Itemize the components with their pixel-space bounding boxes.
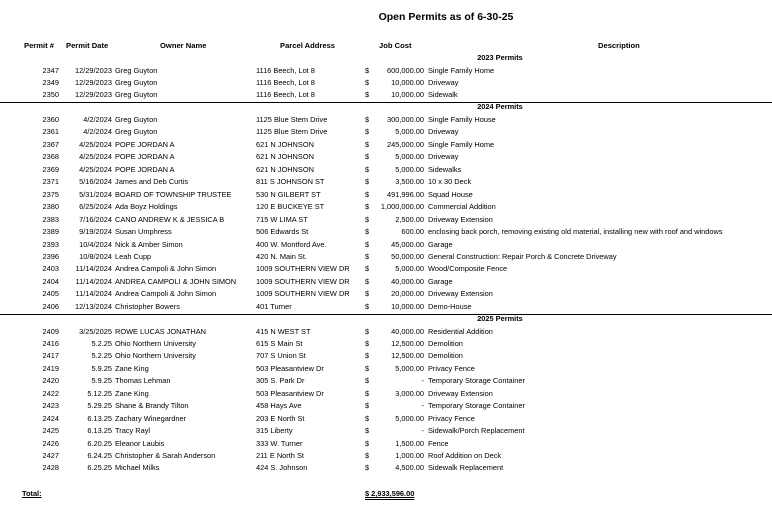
table-row	[0, 214, 772, 226]
owner-name: Greg Guyton	[115, 90, 158, 100]
header-owner: Owner Name	[160, 41, 207, 50]
description: Roof Addition on Deck	[428, 451, 502, 460]
table-row	[0, 375, 772, 387]
job-cost: 40,000.00	[391, 276, 424, 286]
job-cost: 491,996.00	[387, 189, 424, 199]
owner-name: Tracy Rayl	[115, 426, 151, 436]
table-row	[0, 114, 772, 126]
parcel-address: 503 Pleasantview Dr	[256, 388, 324, 398]
table-row	[0, 164, 772, 176]
job-cost: -	[421, 401, 424, 411]
parcel-address: 211 E North St	[256, 451, 304, 460]
job-cost: 245,000.00	[387, 139, 424, 149]
job-cost: 20,000.00	[391, 289, 424, 299]
job-cost: 40,000.00	[391, 326, 424, 336]
parcel-address: 458 Hays Ave	[256, 401, 302, 411]
header-parcel: Parcel Address	[280, 41, 336, 50]
description: Residential Addition	[428, 326, 493, 336]
job-cost: 600.00	[401, 227, 424, 237]
permit-number: 2403	[42, 264, 59, 274]
owner-name: Greg Guyton	[115, 77, 158, 87]
parcel-address: 424 S. Johnson	[256, 463, 308, 473]
currency-sign: $	[365, 202, 370, 212]
header-date: Permit Date	[66, 41, 109, 50]
parcel-address: 503 Pleasantview Dr	[256, 363, 324, 373]
table-row	[0, 438, 772, 450]
parcel-address: 333 W. Turner	[256, 438, 303, 448]
job-cost: 4,500.00	[395, 463, 424, 473]
description: Temporary Storage Container	[428, 401, 525, 411]
table-row	[0, 263, 772, 275]
permit-number: 2419	[42, 363, 59, 373]
owner-name: CANO ANDREW K & JESSICA B	[115, 214, 225, 224]
permit-date: 10/8/2024	[79, 251, 112, 261]
parcel-address: 1009 SOUTHERN VIEW DR	[256, 289, 350, 299]
permit-number: 2406	[42, 301, 59, 311]
permit-number: 2423	[42, 401, 59, 411]
currency-sign: $	[365, 264, 370, 274]
job-cost: 5,000.00	[395, 413, 424, 423]
owner-name: Ada Boyz Holdings	[115, 202, 178, 212]
permit-date: 11/14/2024	[75, 289, 112, 299]
job-cost: 3,500.00	[395, 177, 424, 187]
description: Single Family House	[428, 115, 496, 124]
currency-sign: $	[365, 177, 370, 187]
header-description: Description	[598, 41, 640, 50]
owner-name: POPE JORDAN A	[115, 164, 175, 174]
owner-name: Leah Cupp	[115, 251, 152, 261]
owner-name: Ohio Northern University	[115, 338, 196, 348]
job-cost: -	[421, 376, 424, 386]
description: Garage	[428, 239, 453, 249]
description: Sidewalk	[428, 90, 458, 100]
table-row	[0, 400, 772, 412]
table-row	[0, 126, 772, 138]
parcel-address: 120 E BUCKEYE ST	[256, 202, 325, 212]
job-cost: 5,000.00	[395, 363, 424, 373]
table-row	[0, 251, 772, 263]
owner-name: ANDREA CAMPOLI & JOHN SIMON	[115, 276, 237, 286]
description: Fence	[428, 438, 449, 448]
parcel-address: 1116 Beech, Lot 8	[256, 90, 315, 100]
owner-name: Christopher & Sarah Anderson	[115, 451, 216, 460]
table-row	[0, 139, 772, 151]
description: Driveway Extension	[428, 214, 493, 224]
section-heading	[0, 52, 772, 64]
table-row	[0, 326, 772, 338]
permit-date: 3/25/2025	[79, 326, 112, 336]
owner-name: Zachary Winegardner	[115, 413, 187, 423]
permit-number: 2428	[42, 463, 59, 473]
parcel-address: 203 E North St	[256, 413, 305, 423]
job-cost: 5,000.00	[395, 152, 424, 162]
parcel-address: 506 Edwards St	[256, 227, 309, 237]
owner-name: James and Deb Curtis	[115, 177, 189, 187]
job-cost: 1,000,000.00	[380, 202, 424, 212]
description: 10 x 30 Deck	[428, 177, 472, 187]
parcel-address: 1009 SOUTHERN VIEW DR	[256, 276, 350, 286]
currency-sign: $	[365, 463, 370, 473]
permit-number: 2396	[42, 251, 59, 261]
currency-sign: $	[365, 227, 370, 237]
parcel-address: 415 N WEST ST	[256, 326, 311, 336]
permit-number: 2347	[42, 65, 59, 75]
permit-date: 6.24.25	[87, 451, 112, 460]
owner-name: Michael Milks	[115, 463, 160, 473]
owner-name: Andrea Campoli & John Simon	[115, 289, 217, 299]
table-row	[0, 350, 772, 362]
owner-name: Greg Guyton	[115, 65, 158, 75]
description: Driveway	[428, 127, 459, 137]
job-cost: 10,000.00	[391, 77, 424, 87]
table-row	[0, 189, 772, 201]
currency-sign: $	[365, 363, 370, 373]
table-row	[0, 226, 772, 238]
permit-date: 5.2.25	[91, 338, 112, 348]
currency-sign: $	[365, 115, 370, 124]
owner-name: Zane King	[115, 388, 149, 398]
currency-sign: $	[365, 251, 370, 261]
permit-date: 4/25/2024	[79, 152, 112, 162]
permit-date: 6.13.25	[87, 413, 112, 423]
job-cost: 12,500.00	[391, 351, 424, 361]
currency-sign: $	[365, 139, 370, 149]
parcel-address: 315 Liberty	[256, 426, 293, 436]
job-cost: 3,000.00	[395, 388, 424, 398]
header-cost: Job Cost	[379, 41, 412, 50]
parcel-address: 707 S Union St	[256, 351, 306, 361]
permit-date: 4/2/2024	[83, 115, 112, 124]
job-cost: 600,000.00	[387, 65, 424, 75]
job-cost: 5,000.00	[395, 127, 424, 137]
owner-name: Zane King	[115, 363, 149, 373]
table-row	[0, 77, 772, 89]
currency-sign: $	[365, 189, 370, 199]
permit-date: 5.29.25	[87, 401, 112, 411]
permit-number: 2367	[42, 139, 59, 149]
permit-date: 11/14/2024	[75, 276, 112, 286]
permit-number: 2361	[42, 127, 59, 137]
permit-date: 4/25/2024	[79, 164, 112, 174]
total-value: $ 2,933,596.00	[365, 489, 415, 498]
job-cost: 300,000.00	[387, 115, 424, 124]
owner-name: Greg Guyton	[115, 115, 158, 124]
currency-sign: $	[365, 239, 370, 249]
permit-number: 2371	[42, 177, 59, 187]
section-heading	[0, 101, 772, 113]
owner-name: Greg Guyton	[115, 127, 158, 137]
description: Driveway	[428, 152, 459, 162]
permit-date: 10/4/2024	[79, 239, 112, 249]
currency-sign: $	[365, 65, 370, 75]
owner-name: Ohio Northern University	[115, 351, 196, 361]
currency-sign: $	[365, 376, 370, 386]
permit-date: 5.9.25	[91, 376, 112, 386]
job-cost: 50,000.00	[391, 251, 424, 261]
currency-sign: $	[365, 338, 370, 348]
owner-name: Nick & Amber Simon	[115, 239, 183, 249]
description: General Construction: Repair Porch & Concrete Driveway	[428, 251, 617, 261]
parcel-address: 420 N. Main St.	[256, 251, 307, 261]
table-row	[0, 89, 772, 101]
description: Sidewalk/Porch Replacement	[428, 426, 525, 436]
currency-sign: $	[365, 164, 370, 174]
owner-name: BOARD OF TOWNSHIP TRUSTEE	[115, 189, 232, 199]
permit-date: 6.25.25	[87, 463, 112, 473]
permit-date: 5.12.25	[87, 388, 112, 398]
description: Privacy Fence	[428, 413, 475, 423]
permit-number: 2393	[42, 239, 59, 249]
parcel-address: 1009 SOUTHERN VIEW DR	[256, 264, 350, 274]
job-cost: 12,500.00	[391, 338, 424, 348]
job-cost: 10,000.00	[391, 301, 424, 311]
table-row	[0, 413, 772, 425]
permit-number: 2416	[42, 338, 59, 348]
description: enclosing back porch, removing existing old material, installing new with roof and windows	[428, 227, 723, 237]
currency-sign: $	[365, 388, 370, 398]
header-permit: Permit #	[24, 41, 54, 50]
table-row	[0, 301, 772, 313]
parcel-address: 401 Turner	[256, 301, 292, 311]
currency-sign: $	[365, 326, 370, 336]
description: Demolition	[428, 338, 463, 348]
currency-sign: $	[365, 77, 370, 87]
owner-name: Eleanor Laubis	[115, 438, 165, 448]
currency-sign: $	[365, 451, 370, 460]
description: Single Family Home	[428, 139, 495, 149]
parcel-address: 1116 Beech, Lot 8	[256, 77, 315, 87]
owner-name: Andrea Campoli & John Simon	[115, 264, 217, 274]
table-row	[0, 288, 772, 300]
parcel-address: 621 N JOHNSON	[256, 139, 314, 149]
owner-name: Susan Umphress	[115, 227, 172, 237]
currency-sign: $	[365, 413, 370, 423]
currency-sign: $	[365, 351, 370, 361]
permit-date: 6.13.25	[87, 426, 112, 436]
permit-number: 2425	[42, 426, 59, 436]
owner-name: ROWE LUCAS JONATHAN	[115, 326, 207, 336]
description: Driveway	[428, 77, 459, 87]
currency-sign: $	[365, 152, 370, 162]
parcel-address: 1125 Blue Stem Drive	[256, 115, 328, 124]
job-cost: 1,000.00	[395, 451, 424, 460]
description: Driveway Extension	[428, 388, 493, 398]
parcel-address: 811 S JOHNSON ST	[256, 177, 325, 187]
table-row	[0, 450, 772, 462]
job-cost: 5,000.00	[395, 164, 424, 174]
description: Sidewalks	[428, 164, 462, 174]
currency-sign: $	[365, 438, 370, 448]
permit-date: 6.20.25	[87, 438, 112, 448]
description: Temporary Storage Container	[428, 376, 525, 386]
permit-date: 4/2/2024	[83, 127, 112, 137]
permit-number: 2368	[42, 152, 59, 162]
permit-number: 2350	[42, 90, 59, 100]
table-row	[0, 239, 772, 251]
permit-date: 9/19/2024	[79, 227, 112, 237]
permit-date: 5/16/2024	[79, 177, 112, 187]
table-row	[0, 363, 772, 375]
parcel-address: 615 S Main St	[256, 338, 303, 348]
description: Driveway Extension	[428, 289, 493, 299]
section-heading	[0, 313, 772, 325]
description: Single Family Home	[428, 65, 495, 75]
permit-number: 2383	[42, 214, 59, 224]
table-row	[0, 176, 772, 188]
owner-name: Shane & Brandy Tilton	[115, 401, 189, 411]
permit-date: 5.2.25	[91, 351, 112, 361]
permit-date: 12/29/2023	[75, 77, 112, 87]
owner-name: POPE JORDAN A	[115, 139, 175, 149]
permit-number: 2405	[42, 289, 59, 299]
owner-name: Thomas Lehman	[115, 376, 171, 386]
owner-name: Christopher Bowers	[115, 301, 180, 311]
table-row	[0, 388, 772, 400]
parcel-address: 621 N JOHNSON	[256, 152, 314, 162]
page-title: Open Permits as of 6-30-25	[378, 11, 514, 23]
description: Commercial Addition	[428, 202, 496, 212]
permit-number: 2417	[42, 351, 59, 361]
parcel-address: 621 N JOHNSON	[256, 164, 314, 174]
permit-number: 2426	[42, 438, 59, 448]
parcel-address: 715 W LIMA ST	[256, 214, 308, 224]
permit-date: 11/14/2024	[75, 264, 112, 274]
description: Demolition	[428, 351, 463, 361]
currency-sign: $	[365, 127, 370, 137]
table-row	[0, 201, 772, 213]
currency-sign: $	[365, 276, 370, 286]
permit-number: 2375	[42, 189, 59, 199]
permit-date: 12/13/2024	[75, 301, 112, 311]
permit-date: 7/16/2024	[79, 214, 112, 224]
description: Sidewalk Replacement	[428, 463, 504, 473]
description: Squad House	[428, 189, 473, 199]
job-cost: -	[421, 426, 424, 436]
currency-sign: $	[365, 401, 370, 411]
job-cost: 10,000.00	[391, 90, 424, 100]
owner-name: POPE JORDAN A	[115, 152, 175, 162]
description: Demo-House	[428, 301, 472, 311]
job-cost: 5,000.00	[395, 264, 424, 274]
description: Garage	[428, 276, 453, 286]
permit-number: 2360	[42, 115, 59, 124]
job-cost: 45,000.00	[391, 239, 424, 249]
permit-number: 2404	[42, 276, 59, 286]
job-cost: 1,500.00	[395, 438, 424, 448]
table-row	[0, 65, 772, 77]
permit-number: 2349	[42, 77, 59, 87]
table-row	[0, 425, 772, 437]
permit-date: 12/29/2023	[75, 90, 112, 100]
permit-number: 2389	[42, 227, 59, 237]
currency-sign: $	[365, 301, 370, 311]
total-label: Total:	[22, 489, 42, 498]
section-label: 2024 Permits	[477, 102, 523, 111]
parcel-address: 305 S. Park Dr	[256, 376, 305, 386]
currency-sign: $	[365, 289, 370, 299]
currency-sign: $	[365, 90, 370, 100]
permit-date: 6/25/2024	[79, 202, 112, 212]
table-row	[0, 338, 772, 350]
job-cost: 2,500.00	[395, 214, 424, 224]
permit-number: 2427	[42, 451, 59, 460]
description: Wood/Composite Fence	[428, 264, 508, 274]
currency-sign: $	[365, 214, 370, 224]
parcel-address: 400 W. Montford Ave.	[256, 239, 327, 249]
permit-number: 2424	[42, 413, 59, 423]
permit-number: 2420	[42, 376, 59, 386]
permit-date: 4/25/2024	[79, 139, 112, 149]
parcel-address: 1116 Beech, Lot 8	[256, 65, 315, 75]
table-row	[0, 276, 772, 288]
table-row	[0, 462, 772, 474]
parcel-address: 1125 Blue Stem Drive	[256, 127, 328, 137]
permit-number: 2422	[42, 388, 59, 398]
description: Privacy Fence	[428, 363, 475, 373]
currency-sign: $	[365, 426, 370, 436]
table-row	[0, 151, 772, 163]
permit-number: 2409	[42, 326, 59, 336]
parcel-address: 530 N GILBERT ST	[256, 189, 321, 199]
permit-date: 5/31/2024	[79, 189, 112, 199]
permit-date: 12/29/2023	[75, 65, 112, 75]
permit-number: 2369	[42, 164, 59, 174]
permit-date: 5.9.25	[91, 363, 112, 373]
section-label: 2023 Permits	[477, 53, 523, 62]
permit-number: 2380	[42, 202, 59, 212]
section-label: 2025 Permits	[477, 314, 523, 323]
